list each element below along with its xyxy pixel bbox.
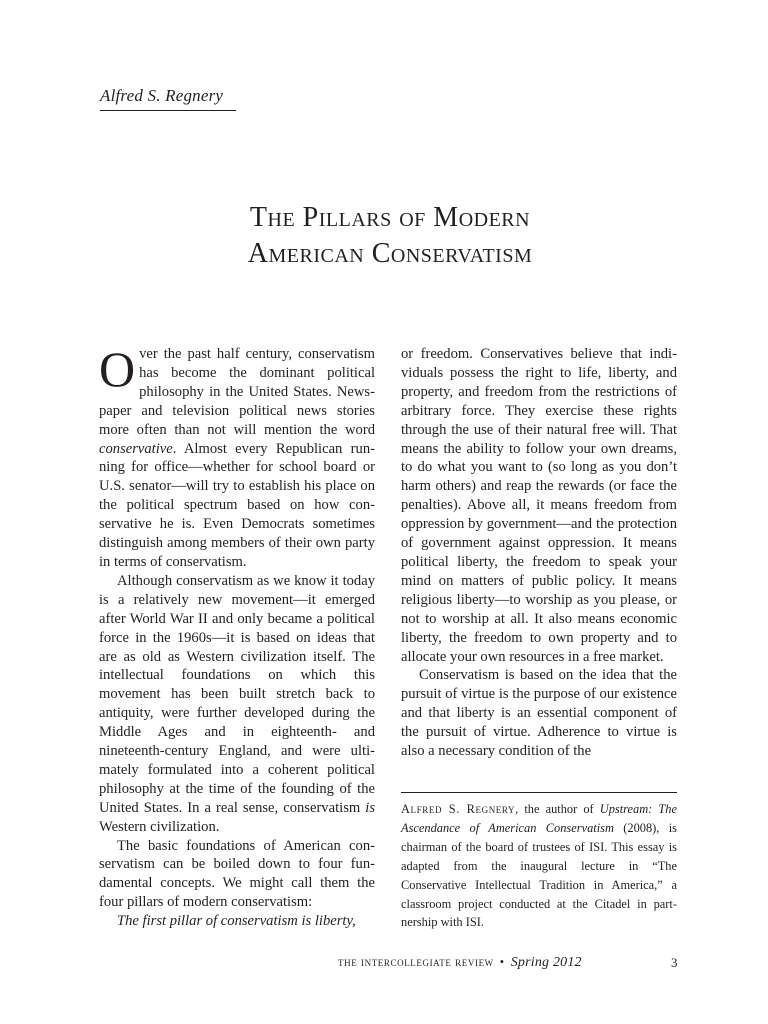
author-note-rule — [401, 792, 677, 793]
paragraph-1-emphasis: conservative — [99, 440, 173, 457]
paragraph-1-text-b: . Almost every Republican running for office—whether for school board or U.S. senator—will try to establish his place on the political spectrum based on how conservative he is. Even Democrats sometimes distinguish among members of their own party in terms of conservatism. — [99, 440, 375, 570]
left-column — [99, 341, 375, 931]
title-line-1: The Pillars of Modern — [249, 202, 531, 233]
title-line-2: American Conservatism — [247, 238, 533, 269]
paragraph-3: The basic foundations of American conservatism can be boiled down to four fundamental concepts. We might call them the four pillars of modern conservatism: — [99, 837, 375, 911]
paragraph-1 — [99, 341, 375, 572]
author-note-text-a: , the author of — [515, 802, 600, 816]
drop-cap: O — [99, 341, 136, 397]
author-note-book: Upstream: The Ascendance of American Conservatism — [401, 802, 677, 835]
author-name: Alfred S. Regnery — [100, 86, 236, 111]
paragraph-4 — [99, 912, 375, 931]
author-note — [401, 800, 677, 932]
page-number: 3 — [671, 955, 678, 970]
first-pillar-text: The first pillar of conservatism is liberty, — [117, 913, 356, 930]
paragraph-5: or freedom. Conservatives believe that individuals possess the right to life, liberty, and property, and freedom from the restrictions of arbitrary force. They exercise these rights through the use of their natural free will. That means the ability to follow your own dreams, to do what you want to (so long as you don’t harm others) and reap the rewards (or face the penalties). Above all, it means freedom from oppression by government—and the protection of government against oppression. It means political liberty, the freedom to speak your mind on matters of public policy. It means religious liberty—to worship as you please, or not to worship at all. It also means economic liberty, the freedom to own property and to allocate your own resources in a free market. — [401, 346, 677, 665]
paragraph-6: Conservatism is based on the idea that the pursuit of virtue is the purpose of our existence and that liberty is an essential component of the pursuit of virtue. Adherence to virtue is also a necessary condition of the — [401, 667, 677, 760]
paragraph-2-text-a: Although conservatism as we know it today is a relatively new movement—it emerged after World War II and only became a political force in the 1960s—it is based on ideas that are as old as Western civilization itself. The intellectual foundations on which this movement has been built stretch back to antiquity, were further developed during the Middle Ages and in eighteenth- and nineteenth-century England, and were ultimately formulated into a coherent political philosophy at the time of the founding of the United States. In a real sense, conservatism — [99, 572, 375, 816]
article-title — [160, 200, 620, 272]
paragraph-2 — [99, 572, 375, 837]
journal-name: the intercollegiate review — [338, 955, 494, 969]
issue-season: Spring 2012 — [510, 955, 582, 970]
running-footer — [338, 955, 582, 971]
paragraph-1-text-a: ver the past half century, conservatism has become the dominant political philosophy in the United States. Newspaper and television political news stories more often than not will mention the word — [99, 346, 375, 438]
paragraph-2-emphasis: is — [365, 799, 375, 816]
author-note-text-b: (2008), is chairman of the board of trustees of ISI. This essay is adapted from the inaugural lecture in “The Conservative Intellectual Tradition in America,” a classroom project conducted at the Citadel in partnership with ISI. — [401, 820, 677, 930]
right-column — [401, 345, 677, 761]
author-note-name: Alfred S. Regnery — [401, 802, 516, 816]
footer-bullet: • — [499, 955, 505, 969]
paragraph-2-text-b: Western civilization. — [99, 818, 220, 835]
